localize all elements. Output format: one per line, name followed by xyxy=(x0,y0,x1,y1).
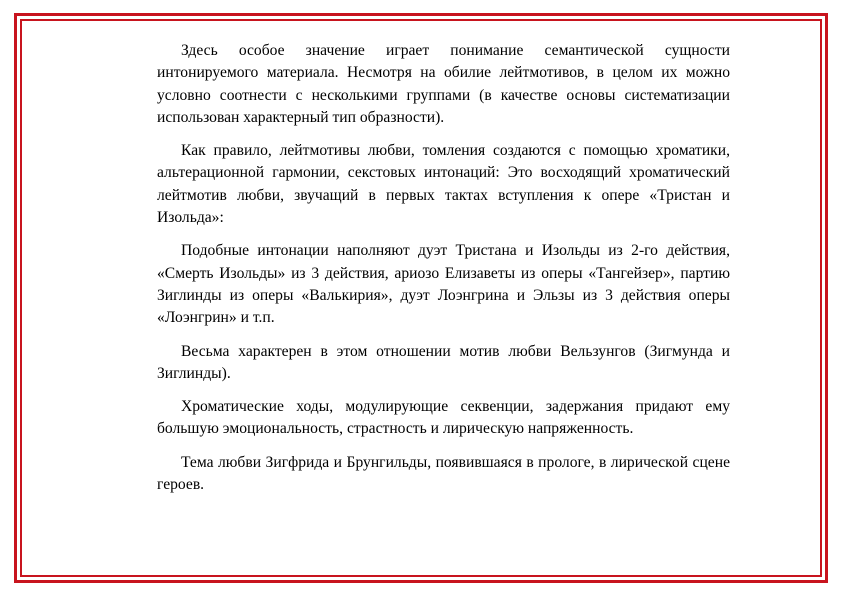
paragraph-semantics: Здесь особое значение играет понимание семантической сущности интонируемого материала. Несмотря на обилие лейтмотивов, в целом их можно условно соотнести с несколькими группами (в качестве основы систематизации использован характерный тип образности). xyxy=(157,42,730,126)
paragraph-love-leitmotifs: Как правило, лейтмотивы любви, томления создаются с помощью хроматики, альтерационной гармонии, секстовых интонаций: Это восходящий хроматический лейтмотив любви, звучащий в первых тактах вступления к опере «Тристан и Изольда»: xyxy=(157,142,730,227)
paragraph-similar-intonations: Подобные интонации наполняют дуэт Тристана и Изольды из 2-го действия, «Смерть Изольды» из 3 действия, ариозо Елизаветы из оперы «Тангейзер», партию Зиглинды из оперы «Валькирия», дуэт Лоэнгрина и Эльзы из 3 действия оперы «Лоэнгрин» и т.п. xyxy=(157,242,730,327)
paragraph-siegfried-brunnhilde: Тема любви Зигфрида и Брунгильды, появившаяся в прологе, в лирической сцене героев. xyxy=(157,453,730,494)
paragraph-chromatic-moves: Хроматические ходы, модулирующие секвенции, задержания придают ему большую эмоциональность, страстность и лирическую напряженность. xyxy=(157,398,730,438)
paragraph-walsungs-love-motif: Весьма характерен в этом отношении мотив любви Вельзунгов (Зигмунда и Зиглинды). xyxy=(157,342,730,382)
text-body xyxy=(157,40,730,507)
